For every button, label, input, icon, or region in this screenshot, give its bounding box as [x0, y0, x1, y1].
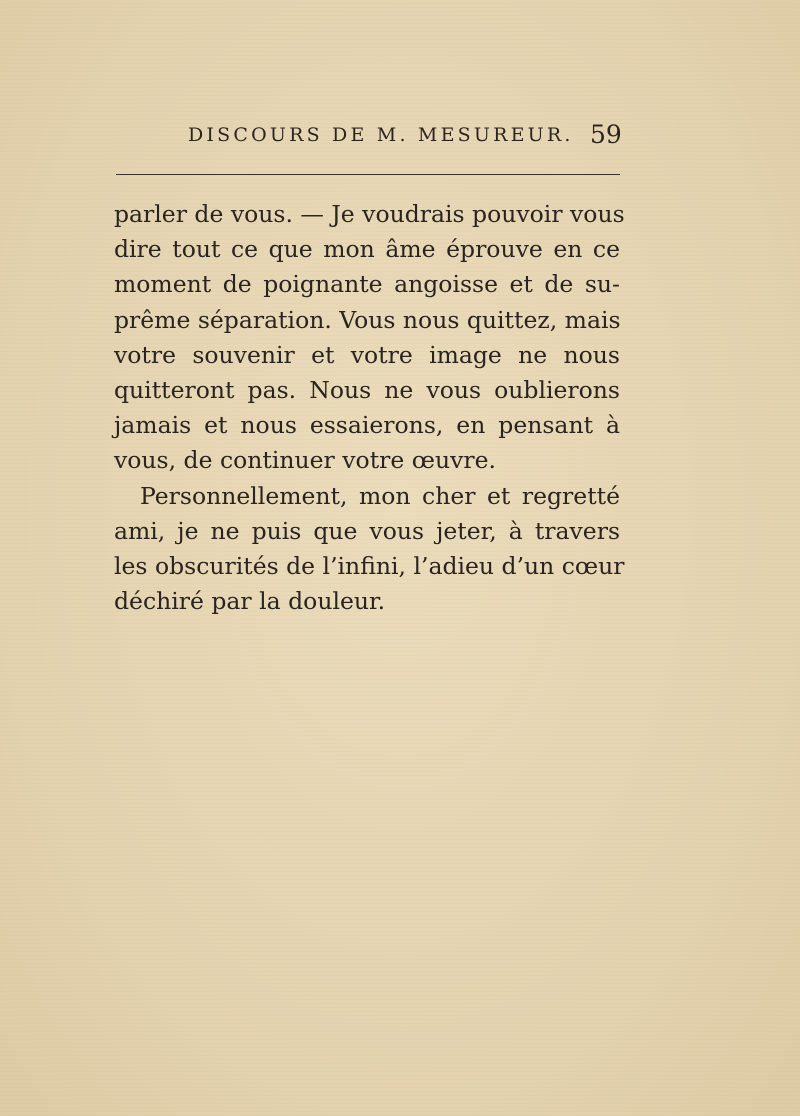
paragraph-2: [114, 479, 625, 620]
page-number: 59: [590, 120, 622, 149]
running-title: DISCOURS DE M. MESUREUR.: [188, 124, 574, 146]
text-line: vous, de continuer votre œuvre.: [114, 446, 497, 475]
header-rule: [116, 174, 620, 175]
text-line: moment de poignante angoisse et de su-: [114, 270, 620, 299]
body-text: [114, 197, 625, 619]
text-line: Personnellement, mon cher et regretté: [140, 481, 620, 510]
text-line: ami, je ne puis que vous jeter, à travers: [114, 516, 620, 545]
text-line: dire tout ce que mon âme éprouve en ce: [114, 235, 620, 264]
text-line: prême séparation. Vous nous quittez, mais: [114, 305, 621, 334]
paragraph-1: [114, 197, 625, 479]
text-line: jamais et nous essaierons, en pensant à: [114, 411, 620, 440]
text-line: les obscurités de l’infini, l’adieu d’un cœur: [114, 551, 625, 580]
text-line: déchiré par la douleur.: [114, 587, 386, 616]
text-line: quitteront pas. Nous ne vous oublierons: [114, 375, 620, 404]
text-line: votre souvenir et votre image ne nous: [114, 340, 620, 369]
text-line: parler de vous. — Je voudrais pouvoir vous: [114, 200, 625, 228]
